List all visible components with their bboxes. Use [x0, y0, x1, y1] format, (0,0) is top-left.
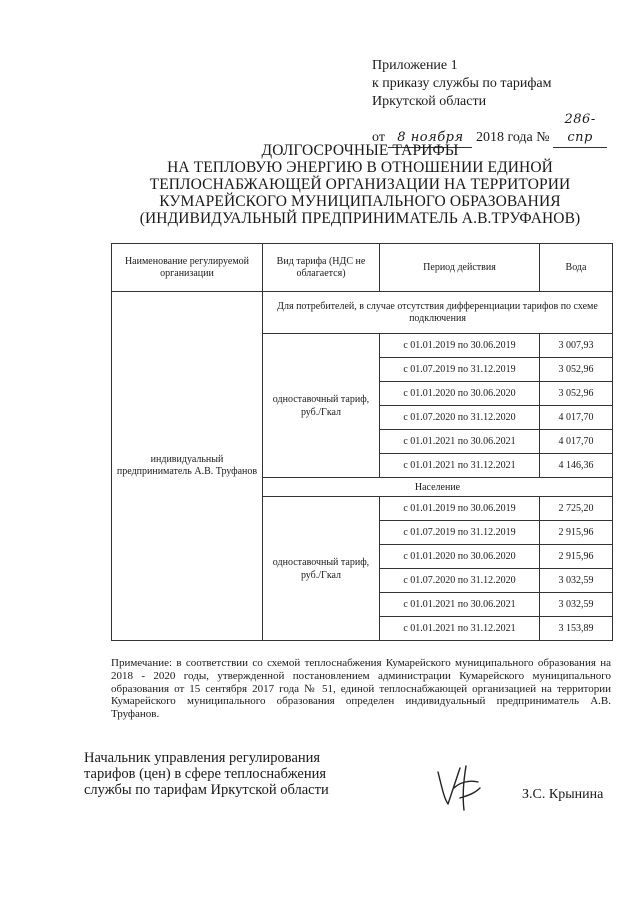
- appendix-line-3: Иркутской области: [372, 94, 487, 109]
- year-text: 2018 года №: [475, 130, 550, 145]
- period-cell: с 01.01.2021 по 31.12.2021: [380, 454, 540, 478]
- signatory-line-2: тарифов (цен) в сфере теплоснабжения: [84, 766, 327, 782]
- handwritten-date: 8 ноября: [388, 129, 472, 148]
- group-title-population: Население: [263, 478, 613, 497]
- value-cell: 3 052,96: [540, 382, 613, 406]
- period-cell: с 01.01.2021 по 31.12.2021: [380, 617, 540, 641]
- title-line-4: КУМАРЕЙСКОГО МУНИЦИПАЛЬНОГО ОБРАЗОВАНИЯ: [159, 193, 561, 210]
- signatory-line-3: службы по тарифам Иркутской области: [84, 782, 329, 798]
- tariffs-table: [111, 243, 613, 641]
- header-org: Наименование регулируемой организации: [112, 244, 263, 292]
- period-cell: с 01.07.2019 по 31.12.2019: [380, 521, 540, 545]
- value-cell: 4 146,36: [540, 454, 613, 478]
- from-label: от: [372, 130, 385, 145]
- value-cell: 2 915,96: [540, 545, 613, 569]
- handwritten-signature: [430, 758, 486, 814]
- signatory-title: [84, 750, 329, 798]
- period-cell: с 01.07.2020 по 31.12.2020: [380, 569, 540, 593]
- period-cell: с 01.07.2020 по 31.12.2020: [380, 406, 540, 430]
- value-cell: 3 007,93: [540, 334, 613, 358]
- group-row-consumers: [112, 292, 613, 334]
- header-period: Период действия: [380, 244, 540, 292]
- title-line-1: ДОЛГОСРОЧНЫЕ ТАРИФЫ: [261, 142, 459, 159]
- signatory-line-1: Начальник управления регулирования: [84, 750, 321, 766]
- appendix-line-2: к приказу службы по тарифам: [372, 76, 552, 91]
- group-title-consumers: Для потребителей, в случае отсутствия дифференциации тарифов по схеме подключения: [263, 292, 613, 334]
- value-cell: 2 725,20: [540, 497, 613, 521]
- period-cell: с 01.07.2019 по 31.12.2019: [380, 358, 540, 382]
- period-cell: с 01.01.2021 по 30.06.2021: [380, 593, 540, 617]
- value-cell: 4 017,70: [540, 406, 613, 430]
- title-line-2: НА ТЕПЛОВУЮ ЭНЕРГИЮ В ОТНОШЕНИИ ЕДИНОЙ: [167, 159, 553, 176]
- signatory-name: З.С. Крынина: [522, 787, 604, 802]
- value-cell: 3 032,59: [540, 569, 613, 593]
- period-cell: с 01.01.2020 по 30.06.2020: [380, 382, 540, 406]
- value-cell: 3 052,96: [540, 358, 613, 382]
- title-line-3: ТЕПЛОСНАБЖАЮЩЕЙ ОРГАНИЗАЦИИ НА ТЕРРИТОРИИ: [149, 176, 571, 193]
- period-cell: с 01.01.2021 по 30.06.2021: [380, 430, 540, 454]
- value-cell: 2 915,96: [540, 521, 613, 545]
- appendix-header: [372, 57, 607, 148]
- title-line-5: (ИНДИВИДУАЛЬНЫЙ ПРЕДПРИНИМАТЕЛЬ А.В.ТРУФАНОВ): [139, 210, 581, 227]
- appendix-line-1: Приложение 1: [372, 58, 458, 73]
- period-cell: с 01.01.2019 по 30.06.2019: [380, 334, 540, 358]
- value-cell: 3 153,89: [540, 617, 613, 641]
- document-title: [110, 142, 610, 227]
- header-tariff-type: Вид тарифа (НДС не облагается): [263, 244, 380, 292]
- table-header-row: [112, 244, 613, 292]
- header-water: Вода: [540, 244, 613, 292]
- value-cell: 3 032,59: [540, 593, 613, 617]
- handwritten-number: 286-спр: [553, 111, 607, 148]
- footnote: Примечание: в соответствии со схемой теплоснабжения Кумарейского муниципального образования на 2018 - 2020 годы, утвержденной постановлением администрации Кумарейского муниципального образования от 15 сентября 2017 года № 51, единой теплоснабжающей организацией на территории Кумарейского муниципального образования определен индивидуальный предприниматель А.В. Труфанов.: [111, 657, 611, 721]
- value-cell: 4 017,70: [540, 430, 613, 454]
- tariff-type-cell: одноставочный тариф, руб./Гкал: [263, 497, 380, 641]
- period-cell: с 01.01.2019 по 30.06.2019: [380, 497, 540, 521]
- organization-cell: индивидуальный предприниматель А.В. Труфанов: [112, 292, 263, 641]
- tariff-type-cell: одноставочный тариф, руб./Гкал: [263, 334, 380, 478]
- period-cell: с 01.01.2020 по 30.06.2020: [380, 545, 540, 569]
